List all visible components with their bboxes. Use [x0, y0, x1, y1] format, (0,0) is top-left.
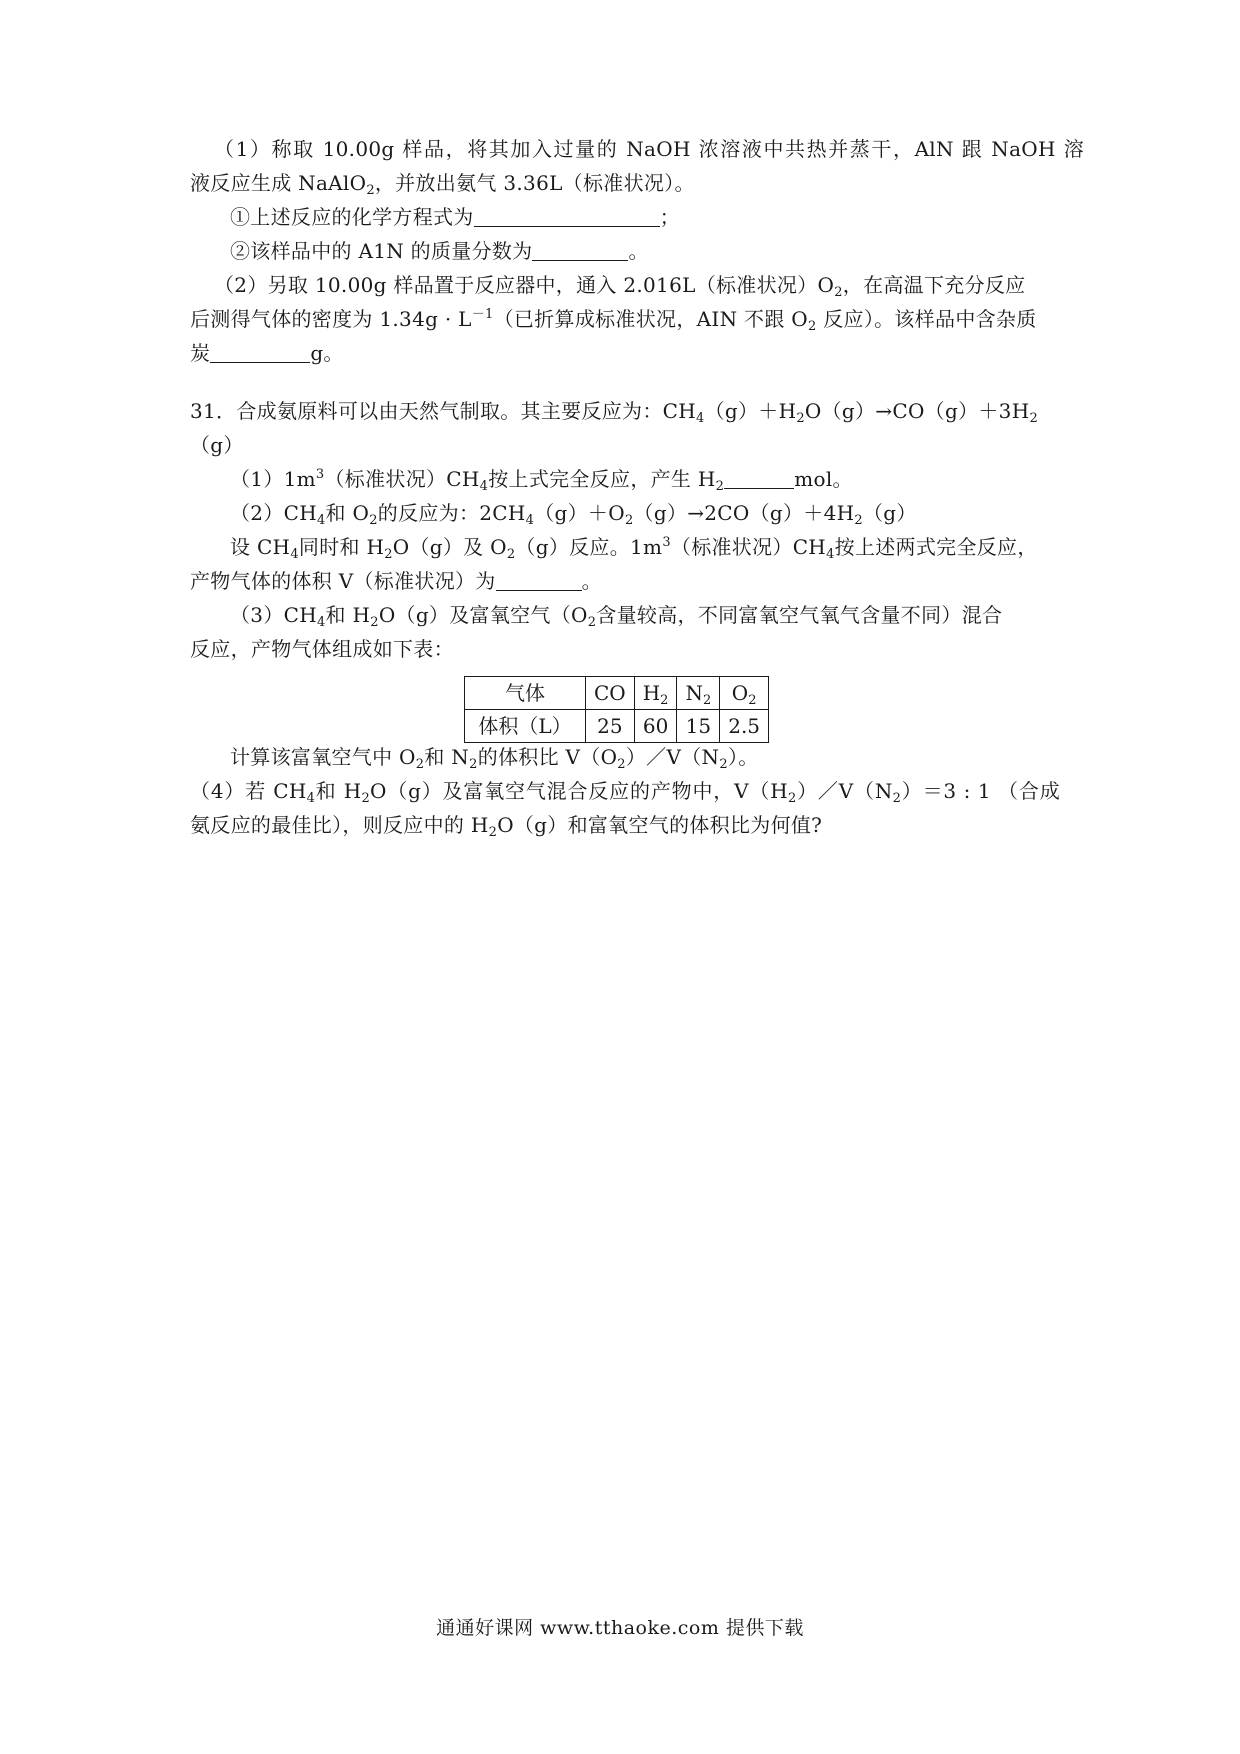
q30-part1-line1: （1）称取 10.00g 样品，将其加入过量的 NaOH 浓溶液中共热并蒸干，AlN 跟 NaOH 溶	[214, 137, 1084, 161]
answer-blank-mass-fraction[interactable]	[532, 238, 628, 261]
q30-part1-line2: 液反应生成 NaAlO$_2$，并放出氨气 3.36L（标准状况）。	[190, 171, 695, 198]
answer-blank-carbon-mass[interactable]	[210, 340, 310, 363]
q31-part2-reaction: $(2)CH_4$和 $O_2$的反应为：$2CH_4(g)+O_2(g)\to 2CO(g)+4H_2(g)$	[230, 501, 917, 528]
page-footer: 通通好课网 www.tthaoke.com 提供下载	[436, 1617, 804, 1639]
table-cell: 15	[677, 710, 720, 743]
q31-part4-line2: 氨反应的最佳比），则反应中的 $H_2O(g)$和富氧空气的体积比为何值?	[190, 813, 823, 840]
table-gas-co: CO	[586, 677, 635, 710]
table-gas-o2: $O_2$	[720, 677, 769, 710]
q31-part3-question: 计算该富氧空气中 $O_2$和 $N_2$的体积比 $V(O_2)/V(N_2)$。	[230, 745, 759, 772]
q31-part3-line1: $(3)CH_4$和 $H_2O(g)$及富氧空气（$O_2$含量较高，不同富氧空气氧气含量不同）混合	[230, 603, 1003, 630]
answer-blank-h2-moles[interactable]	[724, 466, 794, 489]
q31-stem-line2: （g）	[190, 433, 244, 457]
table-cell: 60	[634, 710, 677, 743]
table-row-label: 体积（L）	[465, 710, 586, 743]
table-volume-row	[465, 710, 769, 743]
q30-sub2-mass-fraction: ②该样品中的 A1N 的质量分数为 。	[230, 239, 649, 263]
q31-part4-line1: （4）若 $CH_4$和 $H_2O(g)$及富氧空气混合反应的产物中，$V(H_2)/V(N_2)=3$ : 1 （合成	[190, 779, 1061, 806]
table-header-row	[465, 677, 769, 710]
answer-blank-equation[interactable]	[474, 204, 660, 227]
q31-stem-line1: 31．合成氨原料可以由天然气制取。其主要反应为：$CH_4(g)+H_2O(g)\to CO(g)+3H_2$	[190, 399, 1039, 426]
table-gas-n2: $N_2$	[677, 677, 720, 710]
table-cell: 2.5	[720, 710, 769, 743]
q30-part2-line2: 后测得气体的密度为 $1.34g \cdot L^{-1}$（已折算成标准状况，AIN 不跟 $O_2$ 反应）。该样品中含杂质	[190, 307, 1037, 334]
q30-sub1-equation: ①上述反应的化学方程式为 ；	[230, 205, 680, 229]
q30-part2-line3: 炭 g。	[190, 341, 344, 365]
q31-part2-condition: 设 $CH_4$同时和 $H_2O(g)$及 $O_2(g)$反应。$1m^3$（标准状况）$CH_4$按上述两式完全反应，	[230, 535, 1038, 562]
q31-part2-volume: 产物气体的体积 V（标准状况）为 。	[190, 569, 602, 593]
q31-part3-line2: 反应，产物气体组成如下表：	[190, 637, 454, 661]
table-gas-h2: $H_2$	[634, 677, 677, 710]
q30-part2-line1: （2）另取 10.00g 样品置于反应器中，通入 2.016L（标准状况）$O_2$，在高温下充分反应	[214, 273, 1026, 300]
gas-composition-table	[464, 676, 769, 743]
q31-part1: $(1)1m^3$（标准状况）$CH_4$按上式完全反应，产生 $H_2$ mol。	[230, 467, 853, 494]
table-header-label: 气体	[465, 677, 586, 710]
table-cell: 25	[586, 710, 635, 743]
answer-blank-product-volume[interactable]	[496, 568, 582, 591]
